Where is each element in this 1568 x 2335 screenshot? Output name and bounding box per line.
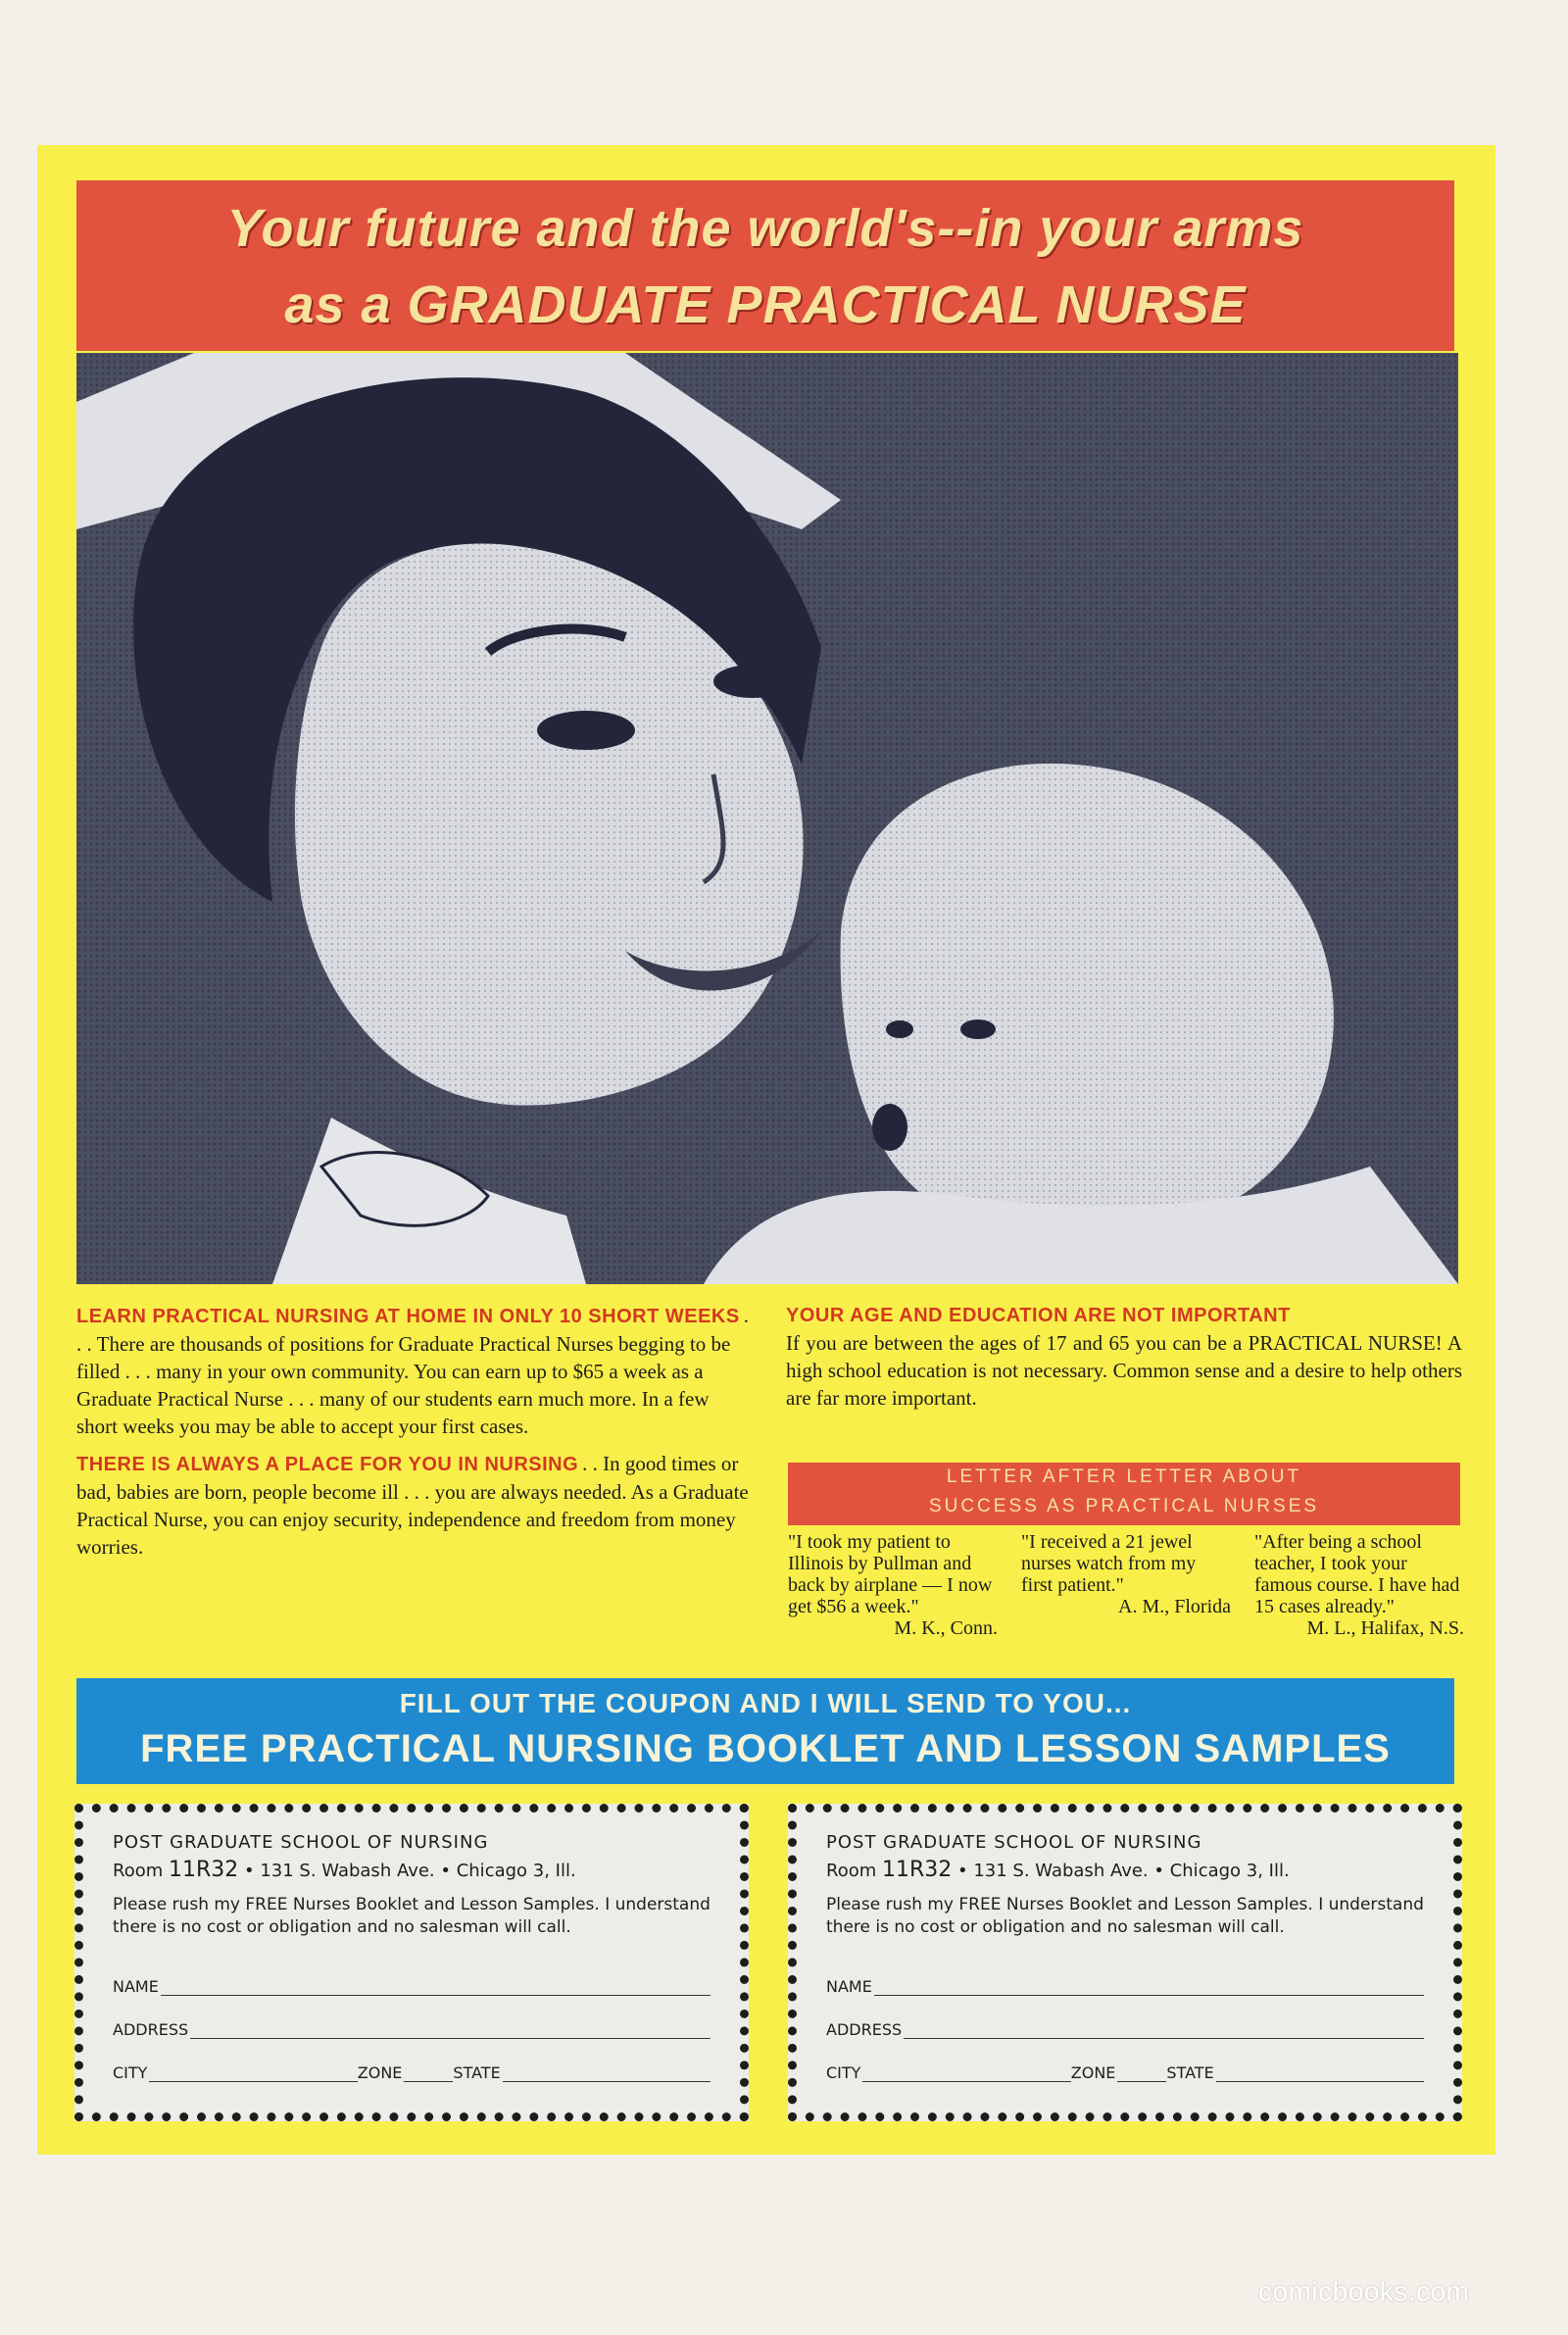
testimonial [1254,1531,1464,1639]
testimonial-quote: "After being a school teacher, I took your famous course. I have had 15 cases already." [1254,1531,1460,1617]
coupon-room-label: Room [826,1861,877,1881]
testimonials [788,1531,1464,1649]
nursing-advertisement [37,145,1495,2155]
coupon-form-right[interactable] [788,1804,1462,2121]
testimonial-author: A. M., Florida [1118,1596,1231,1617]
section-body-place: . . In good times or bad, babies are born, people become ill . . . you are always needed. As a Graduate Practical Nurse, you can enjoy security, independence and freedom from money worries. [76,1452,749,1559]
city-zone-state-field[interactable] [113,2039,710,2082]
offer-banner-line-1: FILL OUT THE COUPON AND I WILL SEND TO YOU... [399,1688,1132,1718]
section-always-a-place [76,1450,753,1561]
city-line[interactable] [149,2064,357,2082]
name-field[interactable] [826,1953,1424,1996]
headline-line-2: as a GRADUATE PRACTICAL NURSE [284,275,1247,334]
state-label: STATE [1166,2063,1214,2082]
state-line[interactable] [503,2064,710,2082]
coupon-message: Please rush my FREE Nurses Booklet and Lesson Samples. I understand there is no cost or obligation and no salesman will call. [826,1895,1424,1937]
name-label: NAME [826,1977,872,1996]
address-field[interactable] [113,1996,710,2039]
offer-banner [76,1678,1454,1784]
zone-label: ZONE [357,2063,403,2082]
address-line[interactable] [904,2021,1424,2039]
coupon-address-line [826,1856,1424,1886]
address-label: ADDRESS [826,2020,903,2039]
letters-banner-line-1: LETTER AFTER LETTER ABOUT [946,1466,1302,1487]
coupon-room-label: Room [113,1861,164,1881]
testimonial [1021,1531,1231,1617]
testimonial-quote: "I took my patient to Illinois by Pullman and back by airplane — I now get $56 a week." [788,1531,993,1617]
section-heading-learn: LEARN PRACTICAL NURSING AT HOME IN ONLY 10 SHORT WEEKS [76,1306,740,1327]
right-text-column [786,1302,1462,1412]
coupon-school-name: POST GRADUATE SCHOOL OF NURSING [826,1832,1202,1853]
state-label: STATE [453,2063,501,2082]
city-label: CITY [826,2063,861,2082]
zone-label: ZONE [1070,2063,1116,2082]
section-body-learn: . . . There are thousands of positions for Graduate Practical Nurses begging to be filled . . . many in your own community. You can earn up to $65 a week as a Graduate Practical Nurse . . . many of our students earn much more. In a few short weeks you may be able to accept your first cases. [76,1304,749,1438]
state-line[interactable] [1216,2064,1424,2082]
coupon-room-code: 11R32 [169,1858,239,1882]
section-heading-age: YOUR AGE AND EDUCATION ARE NOT IMPORTANT [786,1305,1291,1326]
city-zone-state-field[interactable] [826,2039,1424,2082]
coupon-form-left[interactable] [74,1804,749,2121]
testimonial-author: M. L., Halifax, N.S. [1306,1617,1464,1639]
nurse-and-baby-illustration [76,353,1458,1284]
address-label: ADDRESS [113,2020,189,2039]
site-watermark: comicbooks.com [1258,2276,1470,2307]
nurse-holding-baby-photo [76,353,1458,1284]
coupon-street-address: • 131 S. Wabash Ave. • Chicago 3, Ill. [957,1861,1290,1881]
section-body-age: If you are between the ages of 17 and 65 you can be a PRACTICAL NURSE! A high school education is not necessary. Common sense and a desire to help others are far more important. [786,1331,1462,1410]
city-line[interactable] [862,2064,1070,2082]
section-learn-at-home [76,1302,753,1440]
name-field[interactable] [113,1953,710,1996]
testimonial [788,1531,998,1639]
testimonial-quote: "I received a 21 jewel nurses watch from my first patient." [1021,1531,1197,1596]
headline-banner [76,180,1454,351]
headline-line-1: Your future and the world's--in your arms [226,199,1304,258]
city-label: CITY [113,2063,148,2082]
offer-banner-line-2: FREE PRACTICAL NURSING BOOKLET AND LESSON SAMPLES [140,1727,1391,1770]
coupon-message: Please rush my FREE Nurses Booklet and Lesson Samples. I understand there is no cost or obligation and no salesman will call. [113,1895,710,1937]
coupon-school-name: POST GRADUATE SCHOOL OF NURSING [113,1832,489,1853]
coupon-room-code: 11R32 [882,1858,953,1882]
name-line[interactable] [874,1978,1424,1996]
testimonial-author: M. K., Conn. [894,1617,998,1639]
name-label: NAME [113,1977,159,1996]
section-heading-place: THERE IS ALWAYS A PLACE FOR YOU IN NURSING [76,1454,579,1475]
letters-banner [788,1463,1460,1525]
name-line[interactable] [161,1978,710,1996]
coupon-address-line [113,1856,710,1886]
address-line[interactable] [190,2021,710,2039]
zone-line[interactable] [404,2064,453,2082]
coupon-street-address: • 131 S. Wabash Ave. • Chicago 3, Ill. [244,1861,576,1881]
left-text-column [76,1302,753,1561]
address-field[interactable] [826,1996,1424,2039]
letters-banner-line-2: SUCCESS AS PRACTICAL NURSES [928,1496,1320,1516]
zone-line[interactable] [1117,2064,1166,2082]
